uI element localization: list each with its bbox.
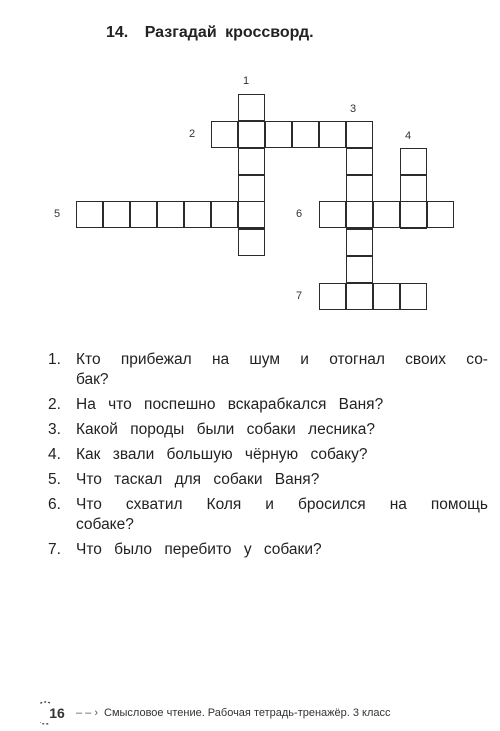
question-list (48, 350, 488, 565)
clue-number-6: 6 (296, 208, 303, 220)
question-text: Что таскал для собаки Ваня? (76, 471, 320, 488)
clue-number-3: 3 (350, 103, 357, 115)
clue-number-1: 1 (243, 75, 250, 87)
question-item (48, 420, 488, 440)
dashed-arrow-icon: ‒ ‒ › (76, 707, 99, 719)
question-word: помощь (430, 496, 488, 513)
question-word: и (300, 351, 309, 368)
question-number: 1. (48, 351, 61, 368)
crossword-cell[interactable] (373, 201, 400, 228)
question-text-line2: бак? (76, 371, 109, 388)
crossword-cell[interactable] (265, 121, 292, 148)
question-item (48, 540, 488, 560)
crossword-cell[interactable] (238, 229, 265, 256)
question-text: Как звали большую чёрную собаку? (76, 446, 368, 463)
question-text (76, 495, 488, 535)
question-word: и (265, 496, 274, 513)
crossword-cell[interactable] (319, 283, 346, 310)
question-number: 4. (48, 446, 61, 463)
question-item (48, 495, 488, 535)
question-text (76, 350, 488, 390)
crossword-grid (0, 0, 500, 340)
crossword-cell[interactable] (400, 283, 427, 310)
question-word: схватил (125, 496, 183, 513)
task-title: Разгадай кроссворд. (144, 24, 314, 41)
clue-number-5: 5 (54, 208, 61, 220)
crossword-cell[interactable] (130, 201, 157, 228)
crossword-cell[interactable] (238, 201, 265, 228)
clue-number-7: 7 (296, 290, 303, 302)
page-number-badge (40, 700, 74, 726)
crossword-cell[interactable] (346, 121, 373, 148)
question-number: 2. (48, 396, 61, 413)
crossword-cell[interactable] (346, 175, 373, 202)
question-word: на (211, 351, 230, 368)
crossword-cell[interactable] (400, 201, 427, 228)
page-footer (40, 700, 391, 726)
crossword-cell[interactable] (346, 229, 373, 256)
question-word: со- (466, 351, 488, 368)
crossword-cell[interactable] (103, 201, 130, 228)
clue-number-4: 4 (405, 130, 412, 142)
crossword-cell[interactable] (400, 148, 427, 175)
question-item (48, 470, 488, 490)
question-word: своих (405, 351, 447, 368)
crossword-cell[interactable] (346, 283, 373, 310)
crossword-cell[interactable] (346, 256, 373, 283)
task-number: 14. (106, 24, 129, 41)
question-text: Что было перебито у собаки? (76, 541, 322, 558)
question-word: отогнал (329, 351, 385, 368)
question-word: на (389, 496, 407, 513)
crossword-cell[interactable] (238, 94, 265, 121)
crossword-cell[interactable] (211, 201, 238, 228)
question-text: На что поспешно вскарабкался Ваня? (76, 396, 384, 413)
crossword-cell[interactable] (427, 201, 454, 228)
crossword-cell[interactable] (238, 121, 265, 148)
crossword-cell[interactable] (238, 175, 265, 202)
crossword-cell[interactable] (346, 148, 373, 175)
question-item (48, 350, 488, 390)
question-number: 3. (48, 421, 61, 438)
clue-number-2: 2 (189, 128, 196, 140)
question-text-line2: собаке? (76, 516, 134, 533)
question-item (48, 445, 488, 465)
question-item (48, 395, 488, 415)
crossword-cell[interactable] (373, 283, 400, 310)
crossword-cell[interactable] (400, 175, 427, 202)
question-number: 5. (48, 471, 61, 488)
page-number: 16 (49, 705, 65, 721)
book-title: Смысловое чтение. Рабочая тетрадь-тренажёр. 3 класс (104, 707, 391, 719)
question-number: 7. (48, 541, 61, 558)
question-word: бросился (297, 496, 366, 513)
question-word: Коля (206, 496, 242, 513)
crossword-cell[interactable] (319, 121, 346, 148)
crossword-cell[interactable] (157, 201, 184, 228)
crossword-cell[interactable] (319, 201, 346, 228)
crossword-cell[interactable] (346, 201, 373, 228)
question-word: Что (76, 496, 102, 513)
question-word: шум (249, 351, 281, 368)
question-word: прибежал (120, 351, 192, 368)
crossword-cell[interactable] (238, 148, 265, 175)
question-number: 6. (48, 496, 61, 513)
question-word: Кто (76, 351, 101, 368)
crossword-cell[interactable] (211, 121, 238, 148)
crossword-cell[interactable] (76, 201, 103, 228)
crossword-cell[interactable] (184, 201, 211, 228)
crossword-cell[interactable] (292, 121, 319, 148)
question-text: Какой породы были собаки лесника? (76, 421, 376, 438)
